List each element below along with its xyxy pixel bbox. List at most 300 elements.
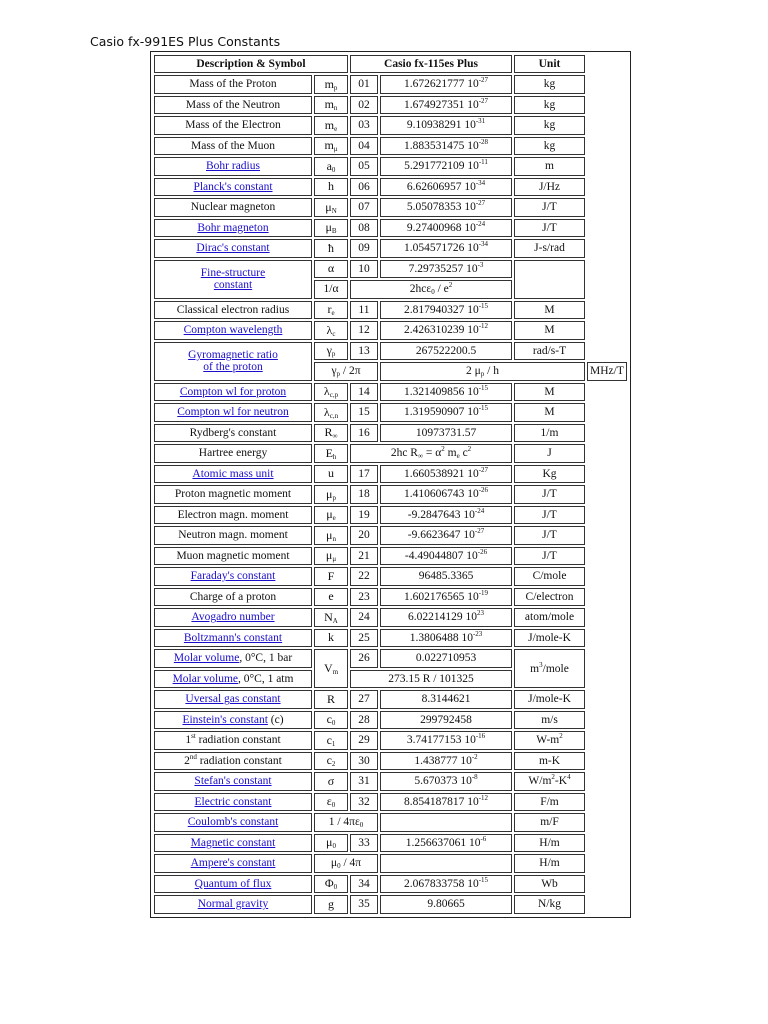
symbol: μ [325,220,332,235]
value-cell [380,875,512,894]
unit-cell [514,424,585,443]
symbol-cell [314,239,348,258]
superscript: -24 [474,506,485,515]
constant-link[interactable]: of the proton [203,361,263,373]
constant-link[interactable]: Molar volume [173,652,240,665]
constant-number-cell [350,239,378,258]
value: 1.602176565 10 [403,590,479,603]
superscript: -24 [475,219,486,228]
unit: M [544,385,555,398]
unit-cell [514,465,585,484]
constant-number-cell [350,690,378,709]
description-cell [154,608,312,627]
symbol: c [326,732,332,747]
value: 2.817940327 10 [403,303,479,316]
table-row [154,198,627,217]
subscript: p [333,83,338,92]
symbol: 1/α [323,283,339,296]
symbol-cell [314,116,348,135]
symbol: E [325,445,333,460]
description-cell [154,567,312,586]
constant-number-cell [350,219,378,238]
symbol-cell [314,875,348,894]
value: 1.321409856 10 [403,385,479,398]
constant-link[interactable]: Electric constant [194,795,272,808]
symbol-cell [314,424,348,443]
constant-number: 27 [358,693,370,706]
description-cell [154,75,312,94]
superscript: -26 [477,547,488,556]
constant-link[interactable]: constant [213,279,253,291]
unit: J/T [542,508,557,521]
table-row [154,96,627,115]
unit-cell [514,75,585,94]
constant-number: 32 [358,795,370,808]
constant-number-cell [350,75,378,94]
symbol: m [324,117,335,132]
value: 10973731.57 [415,426,477,439]
subscript: N [331,206,337,215]
superscript: -27 [478,76,489,85]
value-cell [380,834,512,853]
superscript: -8 [471,773,478,782]
unit-cell [514,731,585,750]
description-cell [154,157,312,176]
symbol-cell [314,752,348,771]
table-row [154,608,627,627]
symbol-cell [314,219,348,238]
symbol-cell [314,178,348,197]
constant-number-cell [350,506,378,525]
constant-number-cell [350,895,378,914]
value-cell [380,813,512,832]
text: m [444,447,457,460]
subscript: 0 [333,883,338,892]
symbol: m [324,76,334,91]
description-cell [154,752,312,771]
unit-cell [514,567,585,586]
constant-number-cell [350,424,378,443]
table-row [154,752,627,771]
value: 2.426310239 10 [403,324,479,337]
unit: m [530,662,540,675]
constant-link[interactable]: Bohr magneton [197,221,269,234]
table-row [154,424,627,443]
symbol-cell [314,588,348,607]
table-row [154,526,627,545]
constant-number: 18 [358,488,370,501]
description-cell [154,301,312,320]
symbol-cell [314,567,348,586]
unit: H/m [539,857,560,870]
formula-symbol-cell [314,362,378,381]
unit: atom/mole [524,611,575,624]
table-row [154,834,627,853]
symbol-cell [314,711,348,730]
description-cell [154,895,312,914]
constant-link[interactable]: Boltzmann's constant [183,631,283,644]
table-row [154,157,627,176]
superscript: -15 [478,875,489,884]
constant-link[interactable]: Bohr radius [206,160,260,173]
value: 267522200.5 [415,344,477,357]
table-row [154,711,627,730]
description-cell [154,424,312,443]
value-cell [380,690,512,709]
symbol-cell [314,506,348,525]
unit-cell [514,854,585,873]
description: radiation constant [195,734,281,747]
value: 1.672621777 10 [403,78,479,91]
constant-number-cell [350,834,378,853]
symbol: μ [326,835,333,850]
subscript: e [456,452,460,461]
constant-link[interactable]: Normal gravity [197,898,269,911]
symbol-cell [314,690,348,709]
unit-cell [514,506,585,525]
value-cell [380,75,512,94]
table-row [154,342,627,361]
constant-link[interactable]: Stefan's constant [194,775,272,788]
constant-link[interactable]: Magnetic constant [190,836,276,849]
value-cell [380,465,512,484]
constants-table [152,53,629,916]
unit-cell [514,588,585,607]
symbol-cell [314,260,348,279]
symbol: k [328,630,334,645]
unit: F/m [540,795,559,808]
table-row [154,629,627,648]
symbol: μ [325,199,332,214]
constant-link[interactable]: Planck's constant [193,180,273,193]
description-cell [154,219,312,238]
value: 1.883531475 10 [403,139,479,152]
subscript: e [334,124,338,133]
constant-number: 34 [358,877,370,890]
text: 1 [185,734,192,747]
text: = α [422,447,442,460]
value: 1.438777 10 [414,754,472,767]
subscript: μ [332,555,337,564]
constant-link[interactable]: Compton wl for proton [179,385,287,398]
unit: W/m [528,775,552,788]
table-row [154,383,627,402]
value-cell [380,895,512,914]
superscript: -3 [477,260,484,269]
value: 299792458 [420,713,472,726]
text: / e [434,283,449,296]
symbol: Φ [324,876,334,891]
table-row [154,793,627,812]
unit: M [544,406,555,419]
constant-number: 14 [358,385,370,398]
constant-link[interactable]: Faraday's constant [190,570,276,583]
symbol-cell [314,731,348,750]
value: 1.674927351 10 [403,98,479,111]
value-cell [380,506,512,525]
unit-cell [514,444,585,463]
unit: J/mole-K [528,693,571,706]
constant-number-cell [350,526,378,545]
subscript: n [332,534,336,543]
constant-number: 04 [358,139,370,152]
symbol: c [326,753,332,768]
value: 2.067833758 10 [403,877,479,890]
unit-cell [514,526,585,545]
constant-link[interactable]: Dirac's constant [196,242,270,255]
unit: C/electron [525,590,574,603]
symbol: R [324,425,333,440]
constant-number-cell [350,342,378,361]
symbol-cell [314,526,348,545]
value-cell [380,321,512,340]
header-description: Description & Symbol [154,55,348,73]
formula: 273.15 R / 101325 [388,672,474,685]
value-cell [380,629,512,648]
text: / 2π [340,365,361,378]
value-cell [380,793,512,812]
unit-cell [514,301,585,320]
unit: m/F [540,816,559,829]
value-cell [380,731,512,750]
description-cell [154,260,312,299]
symbol-cell [314,75,348,94]
unit-cell [514,608,585,627]
constant-link[interactable]: Atomic mass unit [192,467,274,480]
value-cell [380,198,512,217]
value: 8.3144621 [421,693,471,706]
description: radiation constant [196,754,282,767]
subscript: 2 [331,760,336,769]
table-row [154,649,627,668]
constant-number: 28 [358,713,370,726]
constant-link[interactable]: Molar volume [172,672,239,685]
unit: C/mole [532,570,567,583]
constant-number-cell [350,567,378,586]
constant-link[interactable]: Ampere's constant [190,857,276,870]
description-cell [154,465,312,484]
value: -4.49044807 10 [404,549,478,562]
description-cell [154,178,312,197]
unit-cell [514,137,585,156]
description: Hartree energy [198,447,268,460]
table-row [154,772,627,791]
formula: 2hc R [390,447,418,460]
unit: rad/s-T [532,344,567,357]
unit: J [547,447,552,460]
superscript: 2 [559,732,563,741]
unit: m [545,160,554,173]
unit: J/T [542,488,557,501]
symbol: g [328,896,334,911]
symbol-cell [314,772,348,791]
constant-number-cell [350,383,378,402]
table-row [154,588,627,607]
constant-link[interactable]: Gyromagnetic ratio [188,349,278,361]
value-cell [380,301,512,320]
description: Classical electron radius [176,303,290,316]
value-cell [380,752,512,771]
symbol-cell [314,280,348,299]
unit-cell [514,239,585,258]
value-cell [380,588,512,607]
subscript: 0 [331,719,336,728]
subscript: p [331,350,336,359]
subscript: μ [333,145,338,154]
unit-cell [514,403,585,422]
superscript: 2 [448,281,453,290]
constant-link[interactable]: Compton wl for neutron [177,406,289,419]
value-cell [380,96,512,115]
constant-number-cell [350,198,378,217]
value: 7.29735257 10 [408,262,478,275]
unit: kg [543,139,556,152]
value-cell [380,137,512,156]
table-row [154,465,627,484]
superscript: -12 [478,793,489,802]
description-cell [154,96,312,115]
symbol: λ [323,384,330,399]
unit: M [544,303,555,316]
superscript: -15 [478,404,489,413]
value-cell [380,178,512,197]
value: 5.670373 10 [414,775,472,788]
subscript: e [331,309,335,318]
description-cell [154,629,312,648]
formula: 1 / 4πε [328,816,360,829]
symbol: γ [326,343,332,358]
formula: 2 μ [466,365,481,378]
value: 9.27400968 10 [406,221,476,234]
value: 1.410606743 10 [403,488,479,501]
formula-cell [380,362,585,381]
symbol-cell [314,301,348,320]
symbol: μ [326,486,333,501]
unit: kg [543,78,556,91]
constant-number: 16 [358,426,370,439]
description-cell [154,772,312,791]
constant-number: 21 [358,549,370,562]
constant-number-cell [350,485,378,504]
subscript: p [336,370,341,379]
subscript: 0 [359,821,364,830]
unit-cell [514,834,585,853]
description-cell [154,116,312,135]
table-row [154,731,627,750]
constant-link[interactable]: Einstein's constant [182,713,268,726]
unit: m-K [538,754,561,767]
constant-number: 29 [358,734,370,747]
page-title: Casio fx-991ES Plus Constants [90,34,281,49]
text: /mole [542,662,569,675]
subscript: n [333,104,338,113]
symbol: h [328,179,334,194]
text: / 4π [340,857,362,870]
value-cell [380,547,512,566]
formula-cell [350,670,512,689]
constant-link[interactable]: Fine-structure [200,267,266,279]
subscript: c,n [329,411,339,420]
symbol: ħ [328,240,334,255]
symbol-cell [314,403,348,422]
constant-link[interactable]: Coulomb's constant [187,816,279,829]
symbol: V [323,661,333,675]
table-row [154,260,627,279]
unit-cell [514,813,585,832]
constant-link[interactable]: Avogadro number [191,611,275,624]
unit: MHz/T [590,365,624,378]
description: Electron magn. moment [177,508,289,521]
constant-number-cell [350,608,378,627]
subscript: ∞ [332,432,338,441]
constant-number-cell [350,321,378,340]
symbol-cell [314,547,348,566]
description-cell [154,198,312,217]
formula: 2hcε [409,283,432,296]
table-row [154,854,627,873]
symbol-cell [314,834,348,853]
value: 0.022710953 [415,652,477,665]
value-cell [380,854,512,873]
symbol-cell [314,793,348,812]
value: 1.3806488 10 [409,631,473,644]
constant-number: 23 [358,590,370,603]
description: Mass of the Electron [185,119,281,132]
constant-number: 20 [358,529,370,542]
unit-cell [514,690,585,709]
unit-cell [587,362,627,381]
superscript: -27 [478,96,489,105]
formula-cell [314,854,378,873]
description-cell [154,321,312,340]
table-row [154,875,627,894]
constant-link[interactable]: Compton wavelength [183,324,283,337]
symbol: λ [323,404,330,419]
value: 96485.3365 [418,570,474,583]
constant-number-cell [350,731,378,750]
symbol-cell [314,465,348,484]
superscript: -34 [478,240,489,249]
constant-link[interactable]: Uversal gas constant [185,693,281,706]
superscript: st [191,732,196,741]
unit: J/mole-K [528,631,571,644]
superscript: -28 [478,137,489,146]
unit-cell [514,219,585,238]
description-cell [154,731,312,750]
unit-cell [514,178,585,197]
value-cell [380,567,512,586]
subscript: p [480,370,485,379]
unit: Kg [542,467,557,480]
symbol-cell [314,321,348,340]
constant-number: 07 [358,201,370,214]
constant-number: 24 [358,611,370,624]
constant-number: 11 [358,303,370,316]
symbol: μ [326,507,333,522]
unit: 1/m [540,426,559,439]
table-row [154,813,627,832]
description-cell [154,690,312,709]
constant-number: 26 [358,652,370,665]
subscript: 0 [331,165,336,174]
value: 6.02214129 10 [408,611,477,624]
symbol-cell [314,444,348,463]
unit-cell [514,485,585,504]
table-row [154,137,627,156]
unit-cell [514,383,585,402]
constant-number-cell [350,772,378,791]
constant-link[interactable]: Quantum of flux [194,877,272,890]
